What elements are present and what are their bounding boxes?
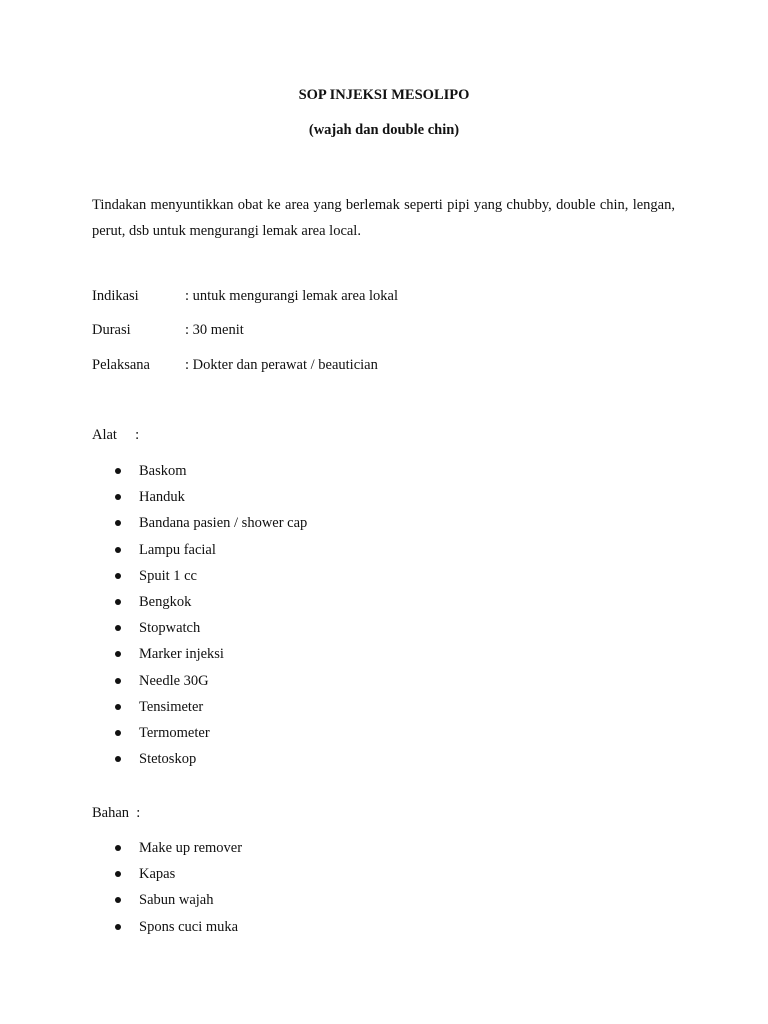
list-item-label: Spuit 1 cc bbox=[139, 567, 197, 584]
list-item bbox=[112, 838, 242, 864]
bullet-icon bbox=[115, 924, 121, 930]
bullet-icon bbox=[115, 520, 121, 526]
list-item-label: Sabun wajah bbox=[139, 892, 214, 909]
bullet-icon bbox=[115, 599, 121, 605]
document-title: SOP INJEKSI MESOLIPO bbox=[298, 87, 470, 103]
list-item-label: Tensimeter bbox=[139, 698, 204, 715]
info-value: : 30 menit bbox=[185, 322, 244, 338]
bullet-icon bbox=[115, 625, 121, 631]
intro-paragraph: Tindakan menyuntikkan obat ke area yang berlemak seperti pipi yang chubby, double chin, lengan, perut, dsb untuk mengurangi lemak area local. bbox=[92, 197, 675, 239]
list-item-label: Termometer bbox=[139, 724, 210, 741]
list-item bbox=[112, 566, 307, 592]
bullet-icon bbox=[115, 678, 121, 684]
list-item bbox=[112, 513, 307, 539]
list-item bbox=[112, 749, 307, 775]
bullet-icon bbox=[115, 704, 121, 710]
bullet-icon bbox=[115, 756, 121, 762]
list-item-label: Make up remover bbox=[139, 840, 243, 856]
list-item bbox=[112, 644, 307, 670]
list-item bbox=[112, 671, 307, 697]
alat-list bbox=[112, 461, 307, 775]
info-row-pelaksana bbox=[92, 357, 692, 374]
info-value: : untuk mengurangi lemak area lokal bbox=[185, 288, 398, 304]
bullet-icon bbox=[115, 573, 121, 579]
info-label: Durasi bbox=[92, 322, 131, 338]
list-item bbox=[112, 592, 307, 618]
bullet-icon bbox=[115, 730, 121, 736]
list-item bbox=[112, 697, 307, 723]
bullet-icon bbox=[115, 871, 121, 877]
info-label: Pelaksana bbox=[92, 357, 150, 373]
list-item bbox=[112, 864, 242, 890]
list-item-label: Handuk bbox=[139, 489, 185, 506]
list-item-label: Spons cuci muka bbox=[139, 918, 239, 935]
bullet-icon bbox=[115, 547, 121, 553]
bahan-heading: Bahan : bbox=[92, 805, 141, 821]
bullet-icon bbox=[115, 897, 121, 903]
list-item-label: Stetoskop bbox=[139, 751, 197, 768]
info-row-indikasi bbox=[92, 288, 692, 305]
list-item bbox=[112, 487, 307, 513]
list-item bbox=[112, 723, 307, 749]
list-item bbox=[112, 618, 307, 644]
list-item-label: Bengkok bbox=[139, 593, 192, 610]
bullet-icon bbox=[115, 494, 121, 500]
bahan-list bbox=[112, 838, 242, 943]
bullet-icon bbox=[115, 845, 121, 851]
list-item bbox=[112, 540, 307, 566]
document-subtitle: (wajah dan double chin) bbox=[308, 122, 460, 138]
list-item-label: Lampu facial bbox=[139, 541, 216, 558]
bullet-icon bbox=[115, 651, 121, 657]
info-value: : Dokter dan perawat / beautician bbox=[185, 357, 378, 373]
list-item bbox=[112, 890, 242, 916]
list-item bbox=[112, 461, 307, 487]
info-label: Indikasi bbox=[92, 288, 139, 304]
alat-heading: Alat : bbox=[92, 427, 140, 443]
list-item-label: Bandana pasien / shower cap bbox=[139, 515, 308, 532]
list-item bbox=[112, 917, 242, 943]
list-item-label: Kapas bbox=[139, 866, 176, 883]
list-item-label: Marker injeksi bbox=[139, 646, 224, 663]
bullet-icon bbox=[115, 468, 121, 474]
info-row-durasi bbox=[92, 322, 692, 339]
list-item-label: Stopwatch bbox=[139, 620, 201, 637]
list-item-label: Baskom bbox=[139, 463, 187, 479]
list-item-label: Needle 30G bbox=[139, 672, 209, 689]
